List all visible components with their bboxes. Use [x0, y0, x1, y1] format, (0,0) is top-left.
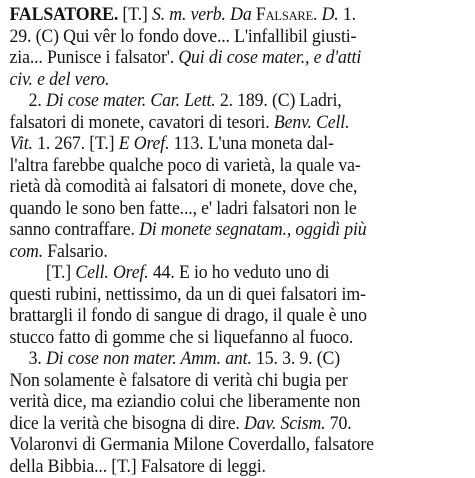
text-run: 70. [325, 412, 352, 434]
entry-headword-line [10, 6, 356, 25]
text-run: brattargli il fondo di sangue di drago, il quale è uno [9, 305, 367, 326]
etymology-label: Da [225, 4, 256, 25]
text-line [10, 436, 374, 455]
text-run: stucco fatto di gomme che si liquefanno al fuoco. [9, 326, 354, 348]
text-run: l'altra farebbe qualche poco di varietà, la quale va- [9, 154, 361, 176]
work-ref: E Oref. [118, 133, 170, 154]
text-line [9, 326, 354, 348]
work-ref: Vit. [9, 133, 33, 154]
sense-label: com. [9, 240, 44, 262]
text-line [9, 154, 361, 176]
text-run: Non solamente è falsatore di verità chi bugia per [9, 369, 348, 391]
sense-label: Qui di cose mater., e d'atti [178, 47, 362, 68]
text-run: 29. (C) Qui vêr lo fondo dove... L'infallibil giusti- [9, 25, 357, 47]
text-run: 2. 189. (C) Ladri, [215, 90, 342, 111]
ref-number: 1. [338, 4, 356, 25]
text-line [9, 455, 266, 477]
sense-label: civ. e del vero. [9, 68, 110, 90]
text-run: rietà dà comodità ai falsatori di monete, dove che, [9, 176, 358, 197]
text-run: sanno contraffare. [9, 219, 140, 240]
text-line [9, 25, 357, 47]
sense-label: Di cose mater. Car. Lett. [45, 90, 216, 111]
text-run: dice la verità che bisogna di dire. [9, 412, 245, 434]
grammar-label: S. m. verb. [151, 4, 226, 25]
text-run: della Bibbia... [T.] Falsatore di leggi. [9, 455, 266, 477]
author-ref: Dav. Scism. [244, 412, 326, 434]
etymology-word: Falsare [255, 4, 314, 25]
sense-2-line [29, 92, 342, 111]
author-ref: D. [321, 4, 339, 25]
text-line [9, 283, 366, 305]
author-ref: Cell. Oref. [75, 262, 149, 283]
source-tag: [T.] [45, 262, 76, 283]
text-line [10, 393, 361, 412]
text-run: zia... Punisce i falsator'. [9, 47, 179, 68]
text-line [9, 369, 348, 391]
text-run: falsatori di monete, cavatori di tesori. [9, 111, 274, 133]
text-run: 15. 3. 9. (C) [251, 348, 341, 369]
text-line [9, 240, 108, 262]
sense-3-line [29, 350, 340, 369]
sense-label: Di cose non mater. Amm. ant. [45, 348, 252, 369]
text-run: 113. L'una moneta dal- [169, 133, 334, 154]
sense-number: 3. [28, 348, 46, 369]
sense-label: Di monete segnatam., oggidì più [139, 219, 367, 240]
text-run: questi rubini, nettissimo, da un di quei falsatori im- [9, 283, 366, 305]
text-run: Falsario. [43, 240, 108, 262]
text-line [9, 412, 352, 434]
text-run: 44. E io ho veduto uno di [148, 262, 330, 283]
text-line [10, 307, 367, 326]
sense-number: 2. [28, 90, 46, 111]
text-line [10, 135, 334, 154]
text-run: 1. 267. [T.] [32, 133, 119, 154]
quote-start-line [46, 264, 330, 283]
author-ref: Benv. Cell. [273, 111, 350, 133]
text-run: Volaronvi di Germania Milone Coverdallo, falsatore [9, 434, 374, 455]
text-run: . [313, 4, 322, 25]
text-line [10, 221, 367, 240]
text-run: verità dice, ma eziandio colui che liberamente non [9, 391, 361, 412]
text-line [9, 197, 357, 219]
text-run: quando le sono ben fatte..., e' ladri falsatori non le [9, 197, 357, 219]
text-line [10, 49, 362, 68]
text-line [10, 178, 358, 197]
text-line [9, 111, 350, 133]
source-tag: [T.] [118, 4, 152, 25]
text-line [9, 68, 110, 90]
headword: FALSATORE. [9, 4, 119, 25]
